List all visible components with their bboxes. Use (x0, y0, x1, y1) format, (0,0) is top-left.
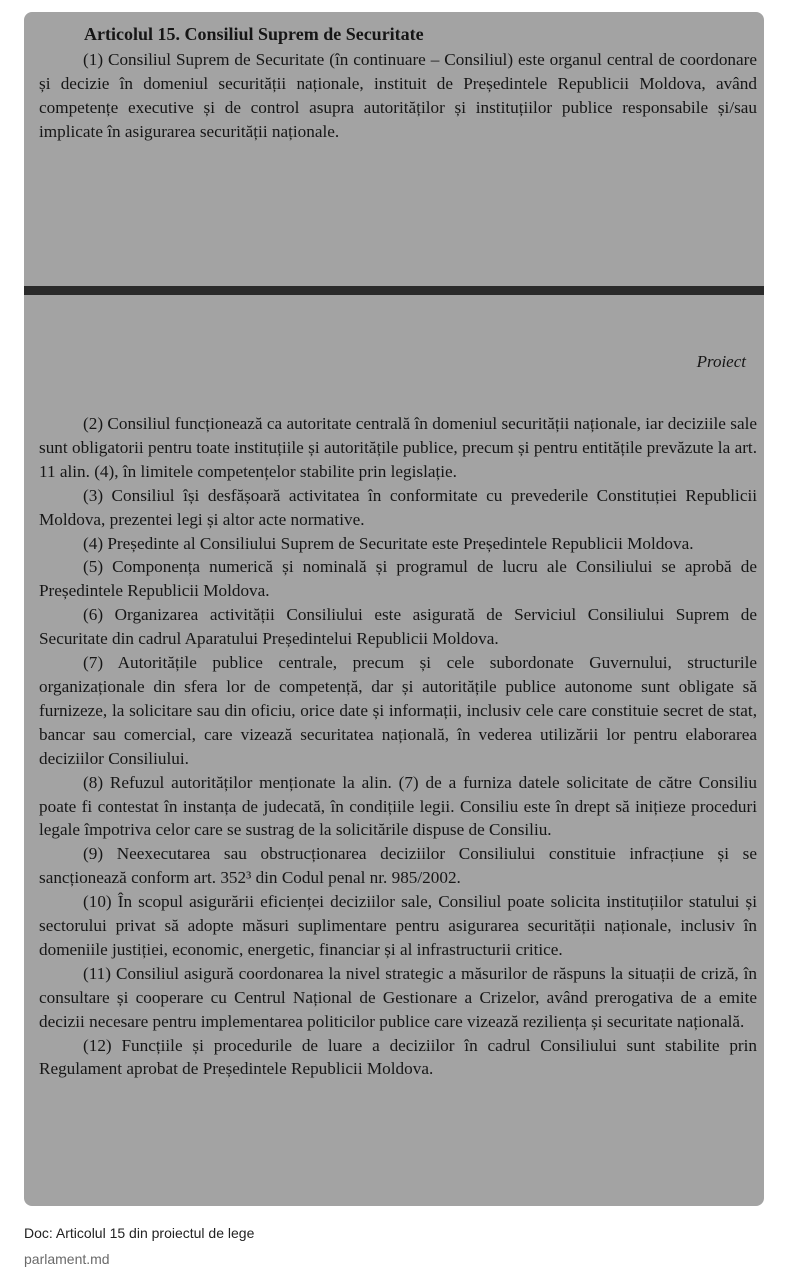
image-caption: Doc: Articolul 15 din proiectul de lege (24, 1225, 255, 1241)
paragraph-1: (1) Consiliul Suprem de Securitate (în continuare – Consiliul) este organul central de coordonare și decizie în domeniul securității naționale, instituit de Președintele Republicii Moldova, având competențe executive și de control asupra autorităților și instituțiilor publice responsabile și/sau implicate în asigurarea securității naționale. (39, 50, 757, 141)
paragraph-10: (10) În scopul asigurării eficienței deciziilor sale, Consiliul poate solicita instituțiilor statului și sectorului privat să adopte măsuri suplimentare pentru asigurarea securității naționale, inclusiv în domeniile justiției, economic, energetic, financiar și al infrastructurii critice. (39, 892, 757, 959)
paragraph-11: (11) Consiliul asigură coordonarea la nivel strategic a măsurilor de răspuns la situații de criză, în consultare și cooperare cu Centrul Național de Gestionare a Crizelor, având prerogativa de a emite decizii necesare pentru implementarea politicilor publice care vizează reziliența și securitate națională. (39, 963, 757, 1031)
paragraph-9: (9) Neexecutarea sau obstrucționarea deciziilor Consiliului constituie infracțiune și se sancționează conform art. 352³ din Codul penal nr. 985/2002. (39, 844, 757, 888)
scan-top-section (24, 12, 764, 274)
article-title: Articolul 15. Consiliul Suprem de Securitate (84, 24, 424, 44)
document-scan-image (24, 12, 764, 1206)
paragraph-3: (3) Consiliul își desfășoară activitatea în conformitate cu prevederile Constituției Republicii Moldova, prezentei legi și altor acte normative. (39, 485, 757, 529)
paragraph-12: (12) Funcțiile și procedurile de luare a deciziilor în cadrul Consiliului sunt stabilite prin Regulament aprobat de Președintele Republicii Moldova. (39, 1035, 757, 1079)
paragraph-7: (7) Autoritățile publice centrale, precum și cele subordonate Guvernului, structurile organizaționale din sfera lor de competență, dar și autoritățile publice autonome sunt obligate să furnizeze, la solicitare sau din oficiu, orice date și informații, inclusiv cele care constituie secret de stat, bancar sau comercial, care vizează securitatea națională, în vederea utilizării lor pentru elaborarea deciziilor Consiliului. (39, 653, 757, 768)
section-divider (24, 286, 764, 295)
paragraph-6: (6) Organizarea activității Consiliului este asigurată de Serviciul Consiliului Suprem de Securitate din cadrul Aparatului Președintelui Republicii Moldova. (39, 605, 757, 649)
paragraph-2: (2) Consiliul funcționează ca autoritate centrală în domeniul securității naționale, iar deciziile sale sunt obligatorii pentru toate instituțiile și autoritățile publice, precum și pentru entitățile prevăzute la art. 11 alin. (4), în limitele competențelor stabilite prin legislație. (39, 414, 757, 481)
project-label: Proiect (696, 352, 746, 371)
paragraph-5: (5) Componența numerică și nominală și programul de lucru ale Consiliului se aprobă de Președintele Republicii Moldova. (39, 557, 757, 601)
image-source[interactable]: parlament.md (24, 1251, 110, 1267)
paragraph-4: (4) Președinte al Consiliului Suprem de Securitate este Președintele Republicii Moldova. (83, 533, 694, 553)
paragraph-list (39, 412, 757, 1081)
paragraph-8: (8) Refuzul autorităților menționate la alin. (7) de a furniza datele solicitate de către Consiliu poate fi contestat în instanța de judecată, în condițiile legii. Consiliu este în drept să inițieze proceduri legale împotriva celor care se sustrag de la solicitările dispuse de Consiliu. (39, 772, 757, 840)
